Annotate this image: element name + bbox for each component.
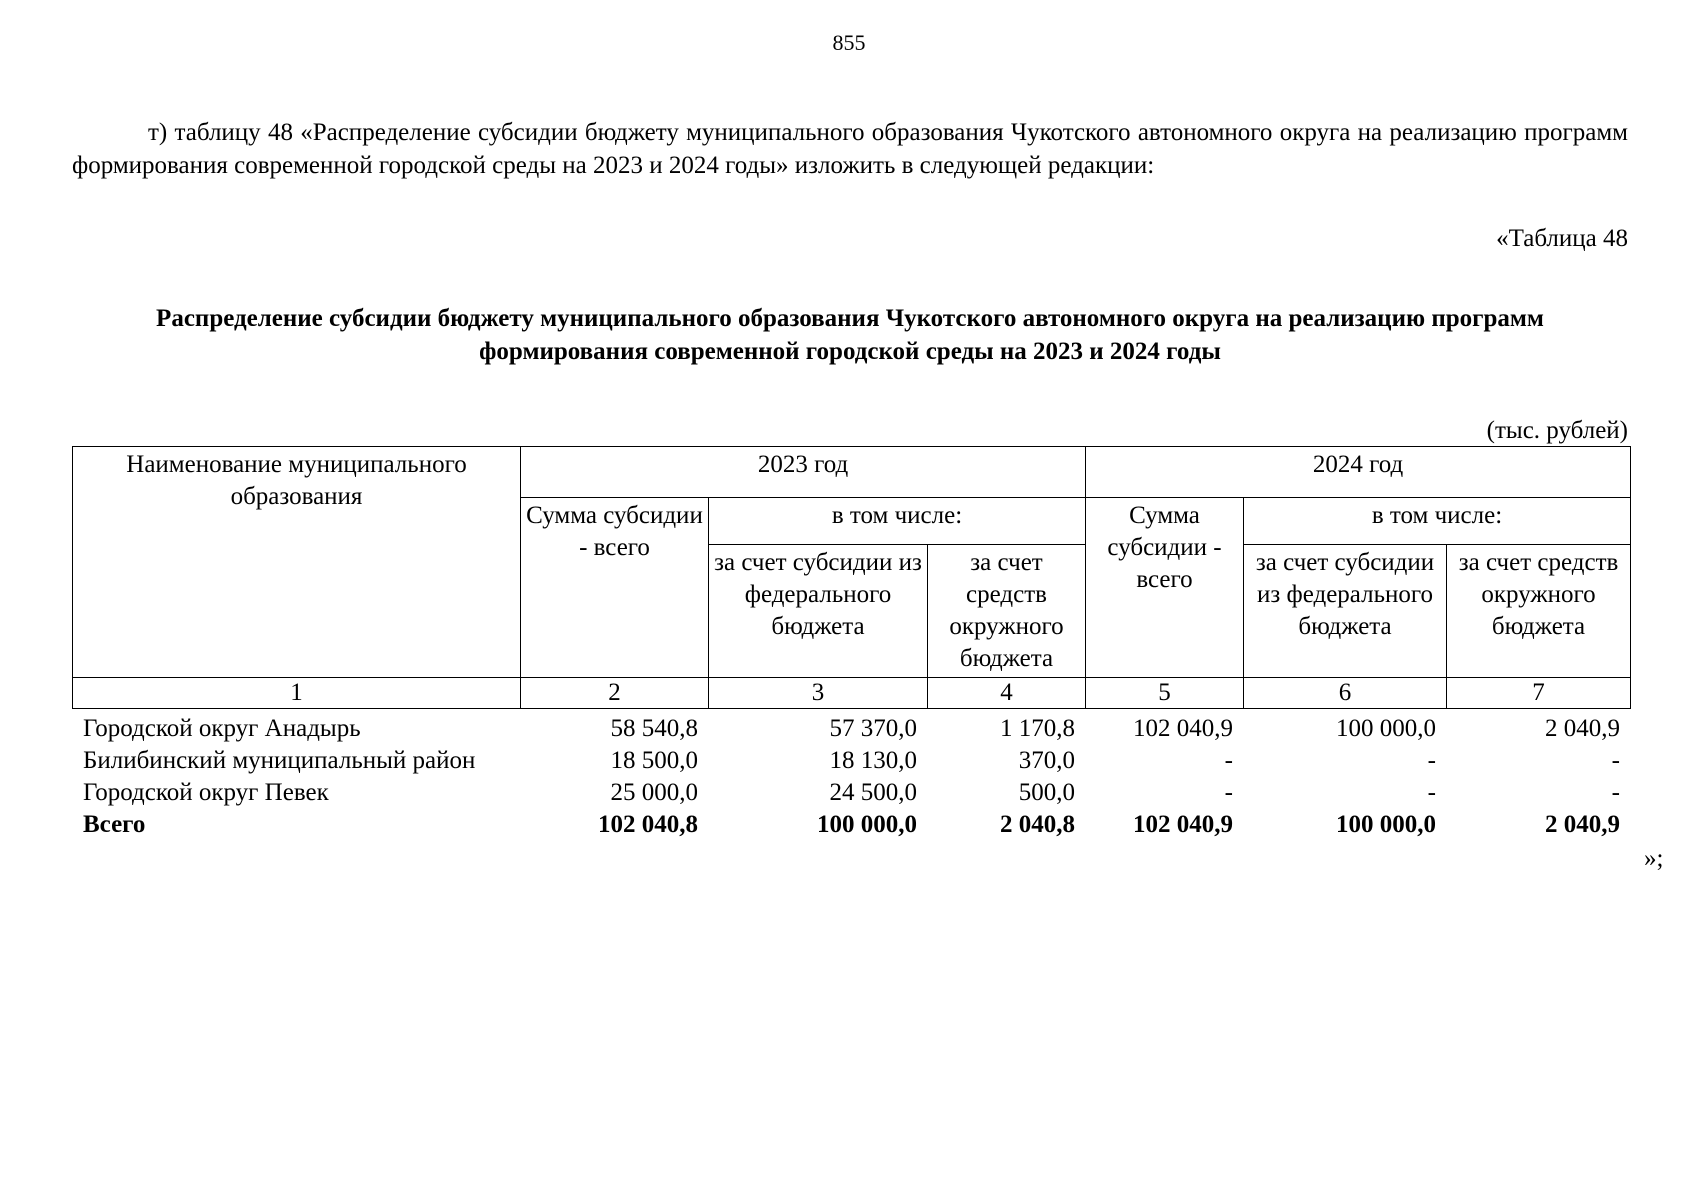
column-number: 2 <box>521 678 709 709</box>
data-table <box>72 713 1630 841</box>
total-label: Всего <box>83 811 146 838</box>
total-value: 102 040,9 <box>1133 811 1233 838</box>
total-value: 2 040,9 <box>1545 811 1620 838</box>
row-value: - <box>1224 779 1233 806</box>
row-name: Городской округ Анадырь <box>83 715 361 742</box>
total-value: 2 040,8 <box>1000 811 1075 838</box>
column-number: 4 <box>928 678 1086 709</box>
table-row <box>72 745 1630 777</box>
total-value: 100 000,0 <box>817 811 917 838</box>
header-federal-2023: за счет субсидии из федерального бюджета <box>709 545 928 678</box>
row-value: 57 370,0 <box>829 715 917 742</box>
row-value: - <box>1427 779 1436 806</box>
header-district-2023: за счет средств окружного бюджета <box>928 545 1086 678</box>
header-year-2024: 2024 год <box>1086 447 1631 498</box>
header-year-2023: 2023 год <box>521 447 1086 498</box>
total-row <box>72 809 1630 841</box>
row-value: 24 500,0 <box>829 779 917 806</box>
header-district-2024: за счет средств окружного бюджета <box>1447 545 1631 678</box>
row-value: 500,0 <box>1018 779 1075 806</box>
row-value: 2 040,9 <box>1545 715 1620 742</box>
row-value: - <box>1611 747 1620 774</box>
column-number: 6 <box>1244 678 1447 709</box>
closing-quote-mark: »; <box>1644 845 1664 872</box>
table-row <box>72 713 1630 745</box>
row-value: 18 130,0 <box>829 747 917 774</box>
column-numbers-row <box>72 677 1631 709</box>
units-label: (тыс. рублей) <box>1486 417 1628 444</box>
header-sum-total-2024: Сумма субсидии - всего <box>1086 498 1244 678</box>
table-label: «Таблица 48 <box>1496 225 1628 252</box>
row-value: 100 000,0 <box>1336 715 1436 742</box>
page-number: 855 <box>832 30 866 55</box>
table-header <box>72 446 1631 678</box>
row-value: 25 000,0 <box>610 779 698 806</box>
total-value: 100 000,0 <box>1336 811 1436 838</box>
row-value: 58 540,8 <box>610 715 698 742</box>
row-value: - <box>1427 747 1436 774</box>
column-number: 7 <box>1447 678 1631 709</box>
table-title: Распределение субсидии бюджету муниципального образования Чукотского автономного округа на реализацию программ формирования современной городской среды на 2023 и 2024 годы <box>156 305 1544 365</box>
row-name: Билибинский муниципальный район <box>83 747 476 774</box>
table-row <box>72 777 1630 809</box>
row-name: Городской округ Певек <box>83 779 329 806</box>
total-value: 102 040,8 <box>598 811 698 838</box>
header-including-2023: в том числе: <box>709 498 1086 545</box>
header-including-2024: в том числе: <box>1244 498 1631 545</box>
column-number: 5 <box>1086 678 1244 709</box>
row-value: 18 500,0 <box>610 747 698 774</box>
column-number: 3 <box>709 678 928 709</box>
row-value: - <box>1611 779 1620 806</box>
row-value: 1 170,8 <box>1000 715 1075 742</box>
header-name-column: Наименование муниципального образования <box>73 447 521 678</box>
column-number: 1 <box>73 678 521 709</box>
row-value: 102 040,9 <box>1133 715 1233 742</box>
row-value: - <box>1224 747 1233 774</box>
header-sum-total-2023: Сумма субсидии - всего <box>521 498 709 678</box>
row-value: 370,0 <box>1018 747 1075 774</box>
intro-paragraph: т) таблицу 48 «Распределение субсидии бюджету муниципального образования Чукотского автономного округа на реализацию программ формирования современной городской среды на 2023 и 2024 годы» изложить в следующей редакции: <box>72 119 1628 179</box>
header-federal-2024: за счет субсидии из федерального бюджета <box>1244 545 1447 678</box>
